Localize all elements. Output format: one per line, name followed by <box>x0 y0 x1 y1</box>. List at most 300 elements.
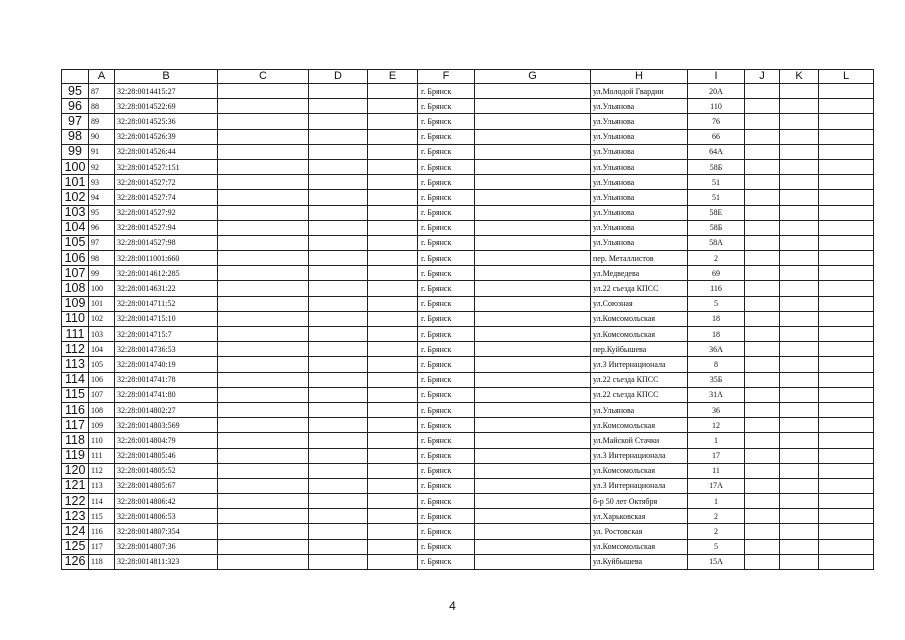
cell-h[interactable]: ул.Комсомольская <box>591 311 688 326</box>
cell-b[interactable]: 32:28:0014804:79 <box>115 433 218 448</box>
cell-c[interactable] <box>218 129 309 144</box>
row-number[interactable]: 118 <box>62 433 89 448</box>
cell-l[interactable] <box>819 251 874 266</box>
row-number[interactable]: 120 <box>62 463 89 478</box>
cell-g[interactable] <box>475 159 591 174</box>
cell-i[interactable]: 36А <box>688 342 745 357</box>
cell-i[interactable]: 11 <box>688 463 745 478</box>
row-number[interactable]: 123 <box>62 509 89 524</box>
cell-k[interactable] <box>780 190 819 205</box>
row-number[interactable]: 121 <box>62 478 89 493</box>
cell-g[interactable] <box>475 357 591 372</box>
cell-c[interactable] <box>218 144 309 159</box>
cell-a[interactable]: 111 <box>89 448 115 463</box>
cell-b[interactable]: 32:28:0014802:27 <box>115 402 218 417</box>
cell-l[interactable] <box>819 99 874 114</box>
cell-a[interactable]: 89 <box>89 114 115 129</box>
cell-d[interactable] <box>309 220 368 235</box>
cell-b[interactable]: 32:28:0014522:69 <box>115 99 218 114</box>
cell-k[interactable] <box>780 251 819 266</box>
cell-c[interactable] <box>218 433 309 448</box>
cell-i[interactable]: 58Б <box>688 220 745 235</box>
cell-c[interactable] <box>218 281 309 296</box>
row-number[interactable]: 108 <box>62 281 89 296</box>
cell-a[interactable]: 98 <box>89 251 115 266</box>
cell-j[interactable] <box>745 99 780 114</box>
cell-k[interactable] <box>780 463 819 478</box>
cell-e[interactable] <box>368 84 418 99</box>
cell-a[interactable]: 95 <box>89 205 115 220</box>
cell-b[interactable]: 32:28:0014526:39 <box>115 129 218 144</box>
row-number[interactable]: 111 <box>62 327 89 342</box>
cell-k[interactable] <box>780 554 819 569</box>
cell-d[interactable] <box>309 448 368 463</box>
cell-e[interactable] <box>368 433 418 448</box>
cell-f[interactable]: г. Брянск <box>418 266 475 281</box>
cell-e[interactable] <box>368 235 418 250</box>
cell-f[interactable]: г. Брянск <box>418 463 475 478</box>
cell-g[interactable] <box>475 448 591 463</box>
cell-k[interactable] <box>780 220 819 235</box>
cell-l[interactable] <box>819 144 874 159</box>
cell-c[interactable] <box>218 190 309 205</box>
column-header-a[interactable]: A <box>89 70 115 84</box>
row-number[interactable]: 110 <box>62 311 89 326</box>
cell-k[interactable] <box>780 266 819 281</box>
cell-h[interactable]: ул.Куйбышева <box>591 554 688 569</box>
cell-a[interactable]: 105 <box>89 357 115 372</box>
cell-l[interactable] <box>819 524 874 539</box>
cell-h[interactable]: ул.Союзная <box>591 296 688 311</box>
cell-k[interactable] <box>780 418 819 433</box>
cell-b[interactable]: 32:28:0014527:94 <box>115 220 218 235</box>
cell-k[interactable] <box>780 357 819 372</box>
cell-a[interactable]: 87 <box>89 84 115 99</box>
cell-d[interactable] <box>309 266 368 281</box>
cell-k[interactable] <box>780 84 819 99</box>
cell-j[interactable] <box>745 494 780 509</box>
cell-c[interactable] <box>218 296 309 311</box>
cell-i[interactable]: 1 <box>688 494 745 509</box>
row-number[interactable]: 109 <box>62 296 89 311</box>
cell-h[interactable]: ул.3 Интернационала <box>591 357 688 372</box>
cell-a[interactable]: 107 <box>89 387 115 402</box>
cell-c[interactable] <box>218 372 309 387</box>
cell-f[interactable]: г. Брянск <box>418 175 475 190</box>
cell-b[interactable]: 32:28:0014805:46 <box>115 448 218 463</box>
cell-h[interactable]: ул.Молодой Гвардии <box>591 84 688 99</box>
cell-f[interactable]: г. Брянск <box>418 220 475 235</box>
cell-e[interactable] <box>368 418 418 433</box>
cell-e[interactable] <box>368 357 418 372</box>
cell-e[interactable] <box>368 311 418 326</box>
cell-g[interactable] <box>475 463 591 478</box>
cell-e[interactable] <box>368 175 418 190</box>
cell-d[interactable] <box>309 478 368 493</box>
cell-h[interactable]: ул.Ульянова <box>591 190 688 205</box>
cell-f[interactable]: г. Брянск <box>418 235 475 250</box>
cell-c[interactable] <box>218 205 309 220</box>
cell-i[interactable]: 2 <box>688 509 745 524</box>
cell-k[interactable] <box>780 311 819 326</box>
cell-g[interactable] <box>475 433 591 448</box>
cell-g[interactable] <box>475 251 591 266</box>
cell-c[interactable] <box>218 524 309 539</box>
cell-b[interactable]: 32:28:0014527:74 <box>115 190 218 205</box>
cell-f[interactable]: г. Брянск <box>418 418 475 433</box>
cell-d[interactable] <box>309 205 368 220</box>
cell-k[interactable] <box>780 327 819 342</box>
cell-g[interactable] <box>475 327 591 342</box>
cell-l[interactable] <box>819 220 874 235</box>
cell-e[interactable] <box>368 463 418 478</box>
cell-d[interactable] <box>309 494 368 509</box>
cell-i[interactable]: 8 <box>688 357 745 372</box>
cell-d[interactable] <box>309 296 368 311</box>
cell-f[interactable]: г. Брянск <box>418 327 475 342</box>
row-number[interactable]: 96 <box>62 99 89 114</box>
cell-b[interactable]: 32:28:0014741:80 <box>115 387 218 402</box>
cell-k[interactable] <box>780 342 819 357</box>
cell-a[interactable]: 109 <box>89 418 115 433</box>
cell-k[interactable] <box>780 509 819 524</box>
cell-e[interactable] <box>368 327 418 342</box>
cell-k[interactable] <box>780 235 819 250</box>
cell-l[interactable] <box>819 129 874 144</box>
cell-i[interactable]: 31А <box>688 387 745 402</box>
cell-f[interactable]: г. Брянск <box>418 524 475 539</box>
cell-f[interactable]: г. Брянск <box>418 144 475 159</box>
cell-h[interactable]: ул.Ульянова <box>591 129 688 144</box>
cell-e[interactable] <box>368 266 418 281</box>
cell-d[interactable] <box>309 509 368 524</box>
cell-e[interactable] <box>368 296 418 311</box>
cell-j[interactable] <box>745 205 780 220</box>
cell-e[interactable] <box>368 372 418 387</box>
cell-l[interactable] <box>819 554 874 569</box>
cell-l[interactable] <box>819 372 874 387</box>
cell-c[interactable] <box>218 448 309 463</box>
cell-f[interactable]: г. Брянск <box>418 433 475 448</box>
cell-c[interactable] <box>218 327 309 342</box>
cell-h[interactable]: ул.Ульянова <box>591 235 688 250</box>
cell-h[interactable]: ул. Ростовская <box>591 524 688 539</box>
cell-e[interactable] <box>368 554 418 569</box>
cell-c[interactable] <box>218 357 309 372</box>
cell-h[interactable]: ул.Комсомольская <box>591 539 688 554</box>
cell-d[interactable] <box>309 402 368 417</box>
cell-b[interactable]: 32:28:0014526:44 <box>115 144 218 159</box>
cell-b[interactable]: 32:28:0014807:36 <box>115 539 218 554</box>
cell-g[interactable] <box>475 524 591 539</box>
cell-c[interactable] <box>218 235 309 250</box>
row-number[interactable]: 97 <box>62 114 89 129</box>
row-number[interactable]: 100 <box>62 159 89 174</box>
column-header-g[interactable]: G <box>475 70 591 84</box>
cell-g[interactable] <box>475 478 591 493</box>
cell-i[interactable]: 18 <box>688 327 745 342</box>
cell-d[interactable] <box>309 84 368 99</box>
cell-h[interactable]: ул.Медведева <box>591 266 688 281</box>
cell-a[interactable]: 97 <box>89 235 115 250</box>
cell-d[interactable] <box>309 99 368 114</box>
cell-j[interactable] <box>745 539 780 554</box>
cell-l[interactable] <box>819 311 874 326</box>
cell-l[interactable] <box>819 494 874 509</box>
cell-j[interactable] <box>745 190 780 205</box>
cell-b[interactable]: 32:28:0014527:72 <box>115 175 218 190</box>
cell-l[interactable] <box>819 205 874 220</box>
cell-g[interactable] <box>475 539 591 554</box>
cell-j[interactable] <box>745 327 780 342</box>
cell-k[interactable] <box>780 402 819 417</box>
cell-g[interactable] <box>475 144 591 159</box>
cell-j[interactable] <box>745 159 780 174</box>
cell-a[interactable]: 101 <box>89 296 115 311</box>
cell-l[interactable] <box>819 418 874 433</box>
cell-h[interactable]: пер. Металлистов <box>591 251 688 266</box>
cell-h[interactable]: ул.Ульянова <box>591 402 688 417</box>
cell-c[interactable] <box>218 266 309 281</box>
cell-e[interactable] <box>368 281 418 296</box>
cell-d[interactable] <box>309 251 368 266</box>
cell-b[interactable]: 32:28:0011001:660 <box>115 251 218 266</box>
cell-f[interactable]: г. Брянск <box>418 478 475 493</box>
row-number[interactable]: 117 <box>62 418 89 433</box>
cell-f[interactable]: г. Брянск <box>418 205 475 220</box>
cell-d[interactable] <box>309 327 368 342</box>
cell-d[interactable] <box>309 554 368 569</box>
cell-e[interactable] <box>368 129 418 144</box>
cell-i[interactable]: 17А <box>688 478 745 493</box>
cell-e[interactable] <box>368 159 418 174</box>
cell-k[interactable] <box>780 433 819 448</box>
cell-g[interactable] <box>475 554 591 569</box>
cell-f[interactable]: г. Брянск <box>418 494 475 509</box>
cell-d[interactable] <box>309 144 368 159</box>
row-number[interactable]: 107 <box>62 266 89 281</box>
cell-g[interactable] <box>475 190 591 205</box>
cell-d[interactable] <box>309 235 368 250</box>
cell-g[interactable] <box>475 84 591 99</box>
row-number[interactable]: 95 <box>62 84 89 99</box>
cell-b[interactable]: 32:28:0014525:36 <box>115 114 218 129</box>
cell-e[interactable] <box>368 524 418 539</box>
cell-d[interactable] <box>309 418 368 433</box>
cell-h[interactable]: ул.Комсомольская <box>591 327 688 342</box>
cell-g[interactable] <box>475 402 591 417</box>
cell-i[interactable]: 1 <box>688 433 745 448</box>
cell-k[interactable] <box>780 99 819 114</box>
cell-f[interactable]: г. Брянск <box>418 387 475 402</box>
cell-h[interactable]: ул.Ульянова <box>591 114 688 129</box>
cell-e[interactable] <box>368 387 418 402</box>
cell-k[interactable] <box>780 494 819 509</box>
cell-i[interactable]: 69 <box>688 266 745 281</box>
cell-b[interactable]: 32:28:0014612:285 <box>115 266 218 281</box>
cell-i[interactable]: 2 <box>688 524 745 539</box>
cell-g[interactable] <box>475 387 591 402</box>
cell-h[interactable]: ул.Комсомольская <box>591 418 688 433</box>
cell-d[interactable] <box>309 387 368 402</box>
cell-l[interactable] <box>819 478 874 493</box>
row-number[interactable]: 106 <box>62 251 89 266</box>
cell-i[interactable]: 51 <box>688 175 745 190</box>
cell-h[interactable]: б-р 50 лет Октября <box>591 494 688 509</box>
cell-a[interactable]: 108 <box>89 402 115 417</box>
cell-j[interactable] <box>745 357 780 372</box>
cell-h[interactable]: ул.3 Интернационала <box>591 448 688 463</box>
cell-a[interactable]: 112 <box>89 463 115 478</box>
cell-b[interactable]: 32:28:0014811:323 <box>115 554 218 569</box>
cell-a[interactable]: 91 <box>89 144 115 159</box>
cell-j[interactable] <box>745 175 780 190</box>
cell-l[interactable] <box>819 190 874 205</box>
cell-i[interactable]: 64А <box>688 144 745 159</box>
cell-l[interactable] <box>819 266 874 281</box>
cell-b[interactable]: 32:28:0014527:151 <box>115 159 218 174</box>
cell-a[interactable]: 118 <box>89 554 115 569</box>
cell-c[interactable] <box>218 402 309 417</box>
cell-c[interactable] <box>218 418 309 433</box>
cell-f[interactable]: г. Брянск <box>418 342 475 357</box>
cell-j[interactable] <box>745 402 780 417</box>
cell-b[interactable]: 32:28:0014805:67 <box>115 478 218 493</box>
cell-j[interactable] <box>745 433 780 448</box>
cell-k[interactable] <box>780 296 819 311</box>
cell-f[interactable]: г. Брянск <box>418 129 475 144</box>
cell-c[interactable] <box>218 84 309 99</box>
column-header-b[interactable]: B <box>115 70 218 84</box>
cell-k[interactable] <box>780 524 819 539</box>
cell-b[interactable]: 32:28:0014806:53 <box>115 509 218 524</box>
cell-e[interactable] <box>368 144 418 159</box>
cell-i[interactable]: 58А <box>688 235 745 250</box>
cell-d[interactable] <box>309 114 368 129</box>
row-number[interactable]: 102 <box>62 190 89 205</box>
cell-j[interactable] <box>745 478 780 493</box>
cell-f[interactable]: г. Брянск <box>418 114 475 129</box>
cell-d[interactable] <box>309 342 368 357</box>
cell-i[interactable]: 5 <box>688 539 745 554</box>
cell-g[interactable] <box>475 281 591 296</box>
row-number[interactable]: 119 <box>62 448 89 463</box>
cell-c[interactable] <box>218 463 309 478</box>
cell-e[interactable] <box>368 114 418 129</box>
row-number[interactable]: 105 <box>62 235 89 250</box>
row-number[interactable]: 124 <box>62 524 89 539</box>
cell-e[interactable] <box>368 190 418 205</box>
column-header-k[interactable]: K <box>780 70 819 84</box>
cell-c[interactable] <box>218 509 309 524</box>
cell-j[interactable] <box>745 311 780 326</box>
cell-k[interactable] <box>780 478 819 493</box>
cell-a[interactable]: 103 <box>89 327 115 342</box>
cell-i[interactable]: 5 <box>688 296 745 311</box>
cell-b[interactable]: 32:28:0014415:27 <box>115 84 218 99</box>
cell-l[interactable] <box>819 357 874 372</box>
cell-i[interactable]: 2 <box>688 251 745 266</box>
cell-l[interactable] <box>819 387 874 402</box>
cell-h[interactable]: ул.Ульянова <box>591 220 688 235</box>
cell-h[interactable]: ул.22 съезда КПСС <box>591 372 688 387</box>
cell-h[interactable]: ул.Комсомольская <box>591 463 688 478</box>
cell-f[interactable]: г. Брянск <box>418 281 475 296</box>
cell-e[interactable] <box>368 494 418 509</box>
cell-h[interactable]: ул.Харьковская <box>591 509 688 524</box>
cell-f[interactable]: г. Брянск <box>418 372 475 387</box>
cell-f[interactable]: г. Брянск <box>418 296 475 311</box>
cell-d[interactable] <box>309 357 368 372</box>
cell-h[interactable]: ул.Ульянова <box>591 99 688 114</box>
row-number[interactable]: 112 <box>62 342 89 357</box>
cell-a[interactable]: 113 <box>89 478 115 493</box>
cell-l[interactable] <box>819 235 874 250</box>
cell-b[interactable]: 32:28:0014631:22 <box>115 281 218 296</box>
cell-h[interactable]: ул.Ульянова <box>591 175 688 190</box>
cell-a[interactable]: 115 <box>89 509 115 524</box>
cell-f[interactable]: г. Брянск <box>418 402 475 417</box>
cell-g[interactable] <box>475 99 591 114</box>
cell-g[interactable] <box>475 311 591 326</box>
column-header-h[interactable]: H <box>591 70 688 84</box>
cell-f[interactable]: г. Брянск <box>418 554 475 569</box>
cell-h[interactable]: ул.22 съезда КПСС <box>591 281 688 296</box>
cell-i[interactable]: 116 <box>688 281 745 296</box>
cell-a[interactable]: 100 <box>89 281 115 296</box>
cell-f[interactable]: г. Брянск <box>418 99 475 114</box>
cell-i[interactable]: 18 <box>688 311 745 326</box>
cell-c[interactable] <box>218 494 309 509</box>
cell-l[interactable] <box>819 327 874 342</box>
cell-a[interactable]: 92 <box>89 159 115 174</box>
cell-f[interactable]: г. Брянск <box>418 190 475 205</box>
cell-j[interactable] <box>745 554 780 569</box>
column-header-c[interactable]: C <box>218 70 309 84</box>
cell-c[interactable] <box>218 539 309 554</box>
cell-b[interactable]: 32:28:0014807:354 <box>115 524 218 539</box>
cell-b[interactable]: 32:28:0014805:52 <box>115 463 218 478</box>
cell-f[interactable]: г. Брянск <box>418 539 475 554</box>
cell-e[interactable] <box>368 448 418 463</box>
cell-j[interactable] <box>745 387 780 402</box>
cell-a[interactable]: 93 <box>89 175 115 190</box>
cell-i[interactable]: 15А <box>688 554 745 569</box>
cell-i[interactable]: 12 <box>688 418 745 433</box>
cell-b[interactable]: 32:28:0014715:10 <box>115 311 218 326</box>
row-number[interactable]: 122 <box>62 494 89 509</box>
corner-header[interactable] <box>62 70 89 84</box>
cell-j[interactable] <box>745 281 780 296</box>
cell-f[interactable]: г. Брянск <box>418 84 475 99</box>
cell-h[interactable]: ул.Ульянова <box>591 159 688 174</box>
cell-d[interactable] <box>309 433 368 448</box>
cell-d[interactable] <box>309 190 368 205</box>
cell-b[interactable]: 32:28:0014741:78 <box>115 372 218 387</box>
cell-l[interactable] <box>819 509 874 524</box>
cell-l[interactable] <box>819 402 874 417</box>
cell-d[interactable] <box>309 372 368 387</box>
cell-k[interactable] <box>780 372 819 387</box>
cell-c[interactable] <box>218 220 309 235</box>
cell-g[interactable] <box>475 266 591 281</box>
column-header-f[interactable]: F <box>418 70 475 84</box>
cell-g[interactable] <box>475 205 591 220</box>
cell-j[interactable] <box>745 296 780 311</box>
cell-a[interactable]: 99 <box>89 266 115 281</box>
cell-h[interactable]: пер.Куйбышева <box>591 342 688 357</box>
cell-a[interactable]: 116 <box>89 524 115 539</box>
